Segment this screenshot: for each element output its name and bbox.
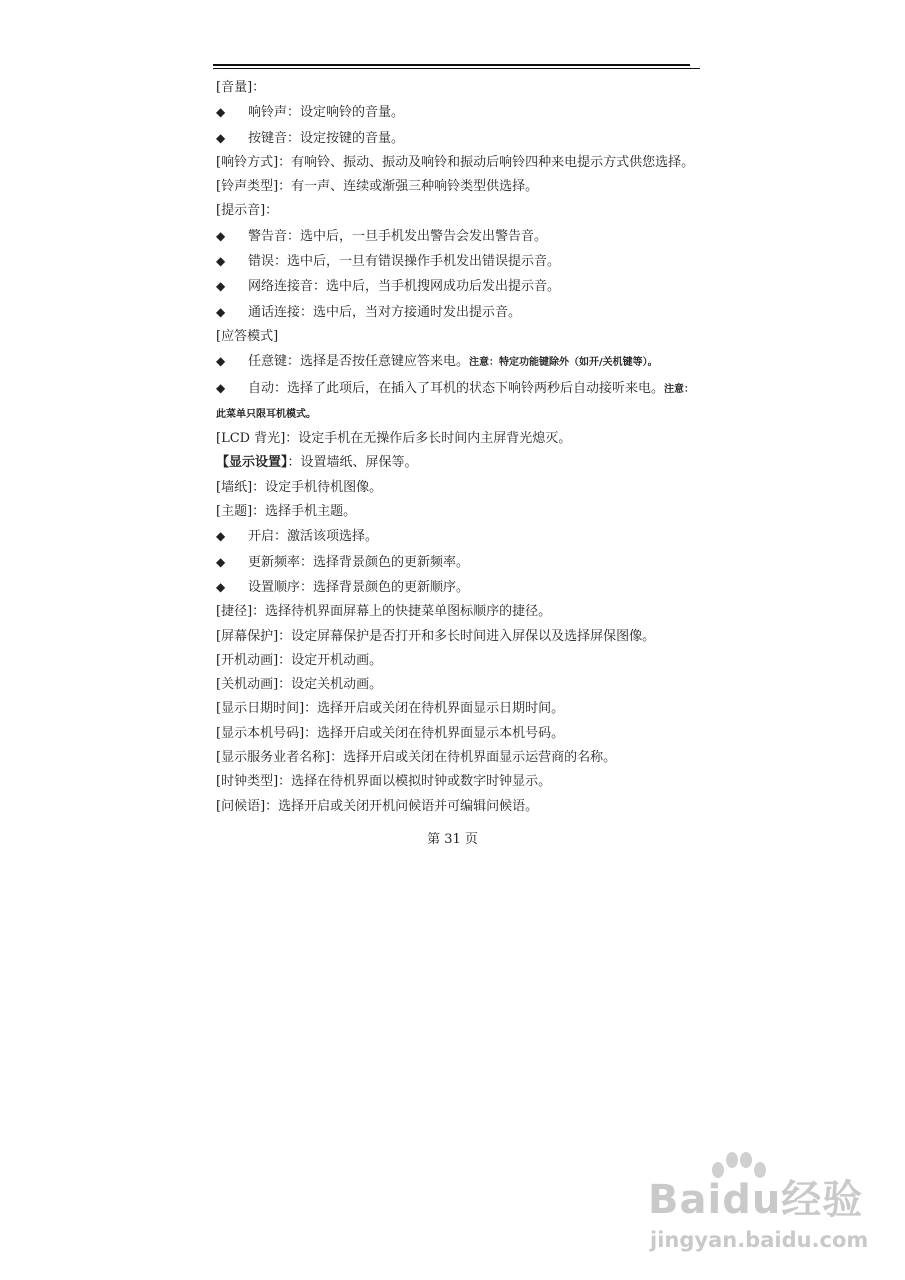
diamond-bullet-icon: ◆ <box>216 105 226 120</box>
watermark-brand: Baidu经验 <box>648 1177 864 1223</box>
text-line <box>216 199 702 223</box>
line-text: 警告音：选中后，一旦手机发出警告会发出警告音。 <box>248 228 548 244</box>
line-text: [响铃方式]：有响铃、振动、振动及响铃和振动后响铃四种来电提示方式供您选择。 <box>216 154 695 170</box>
line-text: 开启：激活该项选择。 <box>248 529 379 545</box>
line-text: 通话连接：选中后，当对方接通时发出提示音。 <box>248 304 522 320</box>
bullet-item <box>216 349 702 375</box>
bullet-item <box>216 300 702 325</box>
line-note: 注意：此菜单只限耳机模式。 <box>216 383 695 420</box>
line-text: 更新频率：选择背景颜色的更新频率。 <box>248 554 470 570</box>
text-line <box>216 175 702 199</box>
page-number: 第 31 页 <box>427 832 478 847</box>
line-text: [显示服务业者名称]：选择开启或关闭在待机界面显示运营商的名称。 <box>216 750 617 766</box>
line-text: 设置顺序：选择背景颜色的更新顺序。 <box>248 579 470 595</box>
diamond-bullet-icon: ◆ <box>216 579 226 594</box>
diamond-bullet-icon: ◆ <box>216 529 226 544</box>
text-line <box>216 673 702 697</box>
text-line <box>216 770 702 794</box>
bullet-item <box>216 126 702 151</box>
line-text: [时钟类型]：选择在待机界面以模拟时钟或数字时钟显示。 <box>216 774 552 790</box>
text-line <box>216 500 702 524</box>
line-text: [提示音]： <box>216 203 279 219</box>
text-line <box>216 325 702 349</box>
text-line <box>216 476 702 500</box>
bullet-item <box>216 100 702 125</box>
text-line <box>216 625 702 649</box>
diamond-bullet-icon: ◆ <box>216 554 226 569</box>
line-text: [捷径]：选择待机界面屏幕上的快捷菜单图标顺序的捷径。 <box>216 604 552 620</box>
line-text: [LCD 背光]：设定手机在无操作后多长时间内主屏背光熄灭。 <box>216 431 572 447</box>
text-line <box>216 649 702 673</box>
bullet-item <box>216 550 702 575</box>
bullet-item <box>216 274 702 299</box>
bullet-item <box>216 249 702 274</box>
line-text: [开机动画]：设定开机动画。 <box>216 652 383 668</box>
text-line <box>216 427 702 451</box>
line-text: [墙纸]：设定手机待机图像。 <box>216 479 383 495</box>
bullet-item <box>216 575 702 600</box>
line-text: 响铃声：设定响铃的音量。 <box>248 105 405 121</box>
document-body <box>216 76 702 819</box>
diamond-bullet-icon: ◆ <box>216 279 226 294</box>
line-text: ：设置墙纸、屏保等。 <box>287 455 418 471</box>
header-rule-thin <box>213 68 700 69</box>
line-text: 任意键：选择是否按任意键应答来电。 <box>248 354 470 370</box>
line-text: [主题]：选择手机主题。 <box>216 504 357 520</box>
baidu-watermark <box>640 1150 880 1270</box>
diamond-bullet-icon: ◆ <box>216 254 226 269</box>
line-text: [应答模式] <box>216 328 279 344</box>
text-line <box>216 76 702 100</box>
bullet-item <box>216 224 702 249</box>
diamond-bullet-icon: ◆ <box>216 354 226 369</box>
line-text: 自动：选择了此项后，在插入了耳机的状态下响铃两秒后自动接听来电。 <box>248 380 665 396</box>
line-text: [关机动画]：设定关机动画。 <box>216 677 383 693</box>
line-text: [音量]： <box>216 80 266 95</box>
section-heading: 【显示设置】 <box>216 455 288 471</box>
diamond-bullet-icon: ◆ <box>216 304 226 319</box>
diamond-bullet-icon: ◆ <box>216 228 226 243</box>
line-text: [显示本机号码]：选择开启或关闭在待机界面显示本机号码。 <box>216 725 565 741</box>
bullet-item <box>216 376 702 428</box>
text-line <box>216 722 702 746</box>
line-text: 按键音：设定按键的音量。 <box>248 130 405 146</box>
line-text: [问候语]：选择开启或关闭开机问候语并可编辑问候语。 <box>216 798 539 814</box>
line-text: [屏幕保护]：设定屏幕保护是否打开和多长时间进入屏保以及选择屏保图像。 <box>216 628 656 644</box>
text-line <box>216 697 702 721</box>
text-line <box>216 746 702 770</box>
line-text: [铃声类型]：有一声、连续或渐强三种响铃类型供选择。 <box>216 179 539 195</box>
watermark-url: jingyan.baidu.com <box>650 1228 869 1252</box>
line-text: [显示日期时间]：选择开启或关闭在待机界面显示日期时间。 <box>216 701 565 717</box>
header-rule-thick <box>213 64 690 66</box>
text-line <box>216 600 702 624</box>
line-text: 错误：选中后，一旦有错误操作手机发出错误提示音。 <box>248 254 561 270</box>
line-text: 网络连接音：选中后，当手机搜网成功后发出提示音。 <box>248 279 561 295</box>
diamond-bullet-icon: ◆ <box>216 380 226 395</box>
bullet-item <box>216 524 702 549</box>
text-line <box>216 151 702 175</box>
section-heading-line <box>216 451 702 475</box>
text-line <box>216 795 702 819</box>
diamond-bullet-icon: ◆ <box>216 130 226 145</box>
line-note: 注意：特定功能键除外（如开/关机键等）。 <box>469 357 658 369</box>
